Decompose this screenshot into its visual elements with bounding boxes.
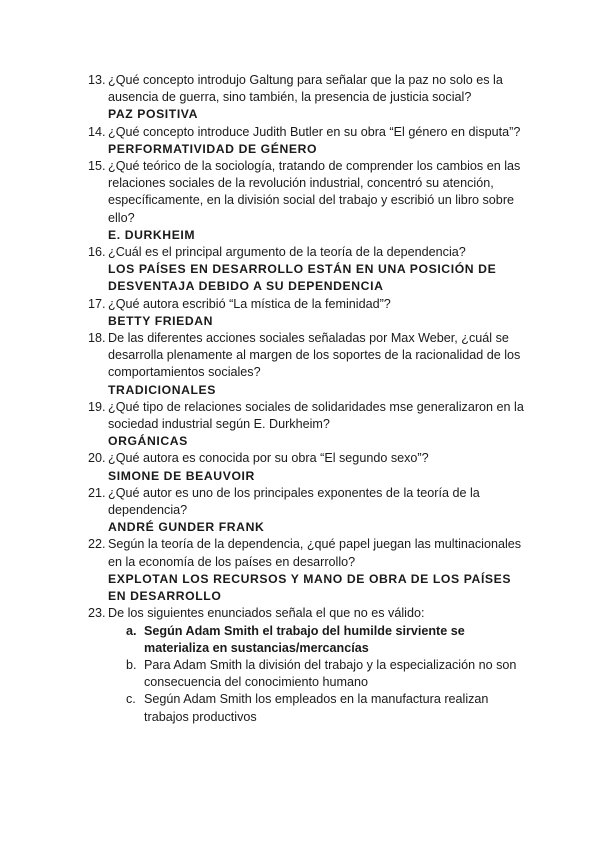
question-number: 16.	[88, 245, 106, 260]
question-text: De las diferentes acciones sociales señaladas por Max Weber, ¿cuál se desarrolla plenamente al margen de los soportes de la racionalidad de los comportamientos sociales?	[108, 331, 521, 380]
option-text: Para Adam Smith la división del trabajo y la especialización no son consecuencia del conocimiento humano	[144, 657, 517, 690]
question-text: ¿Qué autora es conocida por su obra “El segundo sexo”?	[108, 451, 429, 466]
question-number: 22.	[88, 537, 106, 552]
answer-text: PERFORMATIVIDAD DE GÉNERO	[108, 141, 318, 156]
answer-text: E. DURKHEIM	[108, 227, 196, 242]
question-text: ¿Qué autor es uno de los principales exponentes de la teoría de la dependencia?	[108, 485, 480, 518]
question-text: Según la teoría de la dependencia, ¿qué papel juegan las multinacionales en la economía de los países en desarrollo?	[108, 537, 522, 569]
answer-text: LOS PAÍSES EN DESARROLLO ESTÁN EN UNA POSICIÓN DE DESVENTAJA DEBIDO A SU DEPENDENCIA	[108, 262, 497, 294]
answer-text: BETTY FRIEDAN	[108, 313, 214, 328]
answer-text: SIMONE DE BEAUVOIR	[108, 468, 255, 483]
question-number: 14.	[88, 124, 106, 139]
question-text: ¿Qué autora escribió “La mística de la feminidad”?	[108, 296, 391, 311]
option-a	[90, 623, 530, 657]
question-text: ¿Qué concepto introdujo Galtung para señalar que la paz no solo es la ausencia de guerra, sino también, la presencia de justicia social?	[108, 73, 503, 105]
question-number: 18.	[88, 331, 106, 346]
question-number: 20.	[88, 451, 106, 466]
question-21	[90, 485, 530, 537]
question-18	[90, 330, 530, 399]
option-text: Según Adam Smith el trabajo del humilde sirviente se materializa en sustancias/mercancías	[144, 623, 465, 655]
question-16	[90, 244, 530, 296]
answer-text: PAZ POSITIVA	[108, 107, 199, 122]
option-label: b.	[126, 657, 137, 672]
question-19	[90, 399, 530, 451]
question-14	[90, 124, 530, 158]
question-text: ¿Qué tipo de relaciones sociales de solidaridades mse generalizaron en la sociedad industrial según E. Durkheim?	[108, 399, 524, 432]
question-number: 17.	[88, 296, 106, 311]
option-text: Según Adam Smith los empleados en la manufactura realizan trabajos productivos	[144, 692, 489, 724]
question-22	[90, 536, 530, 605]
question-23	[90, 605, 530, 622]
question-list	[90, 72, 530, 726]
question-number: 13.	[88, 73, 106, 87]
question-text: De los siguientes enunciados señala el que no es válido:	[108, 606, 425, 621]
question-number: 15.	[88, 159, 106, 174]
question-20	[90, 450, 530, 484]
option-c	[90, 691, 530, 725]
option-list	[90, 623, 530, 726]
answer-text: ORGÁNICAS	[108, 434, 188, 449]
answer-text: ANDRÉ GUNDER FRANK	[108, 520, 265, 535]
answer-text: EXPLOTAN LOS RECURSOS Y MANO DE OBRA DE LOS PAÍSES EN DESARROLLO	[108, 571, 512, 604]
question-17	[90, 296, 530, 330]
question-text: ¿Qué concepto introduce Judith Butler en su obra “El género en disputa”?	[108, 124, 521, 139]
option-label: c.	[126, 692, 136, 707]
option-label: a.	[126, 623, 137, 638]
question-number: 21.	[88, 485, 106, 500]
option-b	[90, 657, 530, 691]
question-15	[90, 158, 530, 244]
question-text: ¿Cuál es el principal argumento de la teoría de la dependencia?	[108, 245, 466, 260]
question-text: ¿Qué teórico de la sociología, tratando de comprender los cambios en las relaciones sociales de la revolución industrial, concentró su atención, específicamente, en la división social del trabajo y escribió un libro sobre ello?	[108, 159, 521, 225]
question-number: 23.	[88, 606, 106, 621]
answer-text: TRADICIONALES	[108, 382, 217, 397]
question-number: 19.	[88, 399, 106, 414]
question-13	[90, 72, 530, 124]
